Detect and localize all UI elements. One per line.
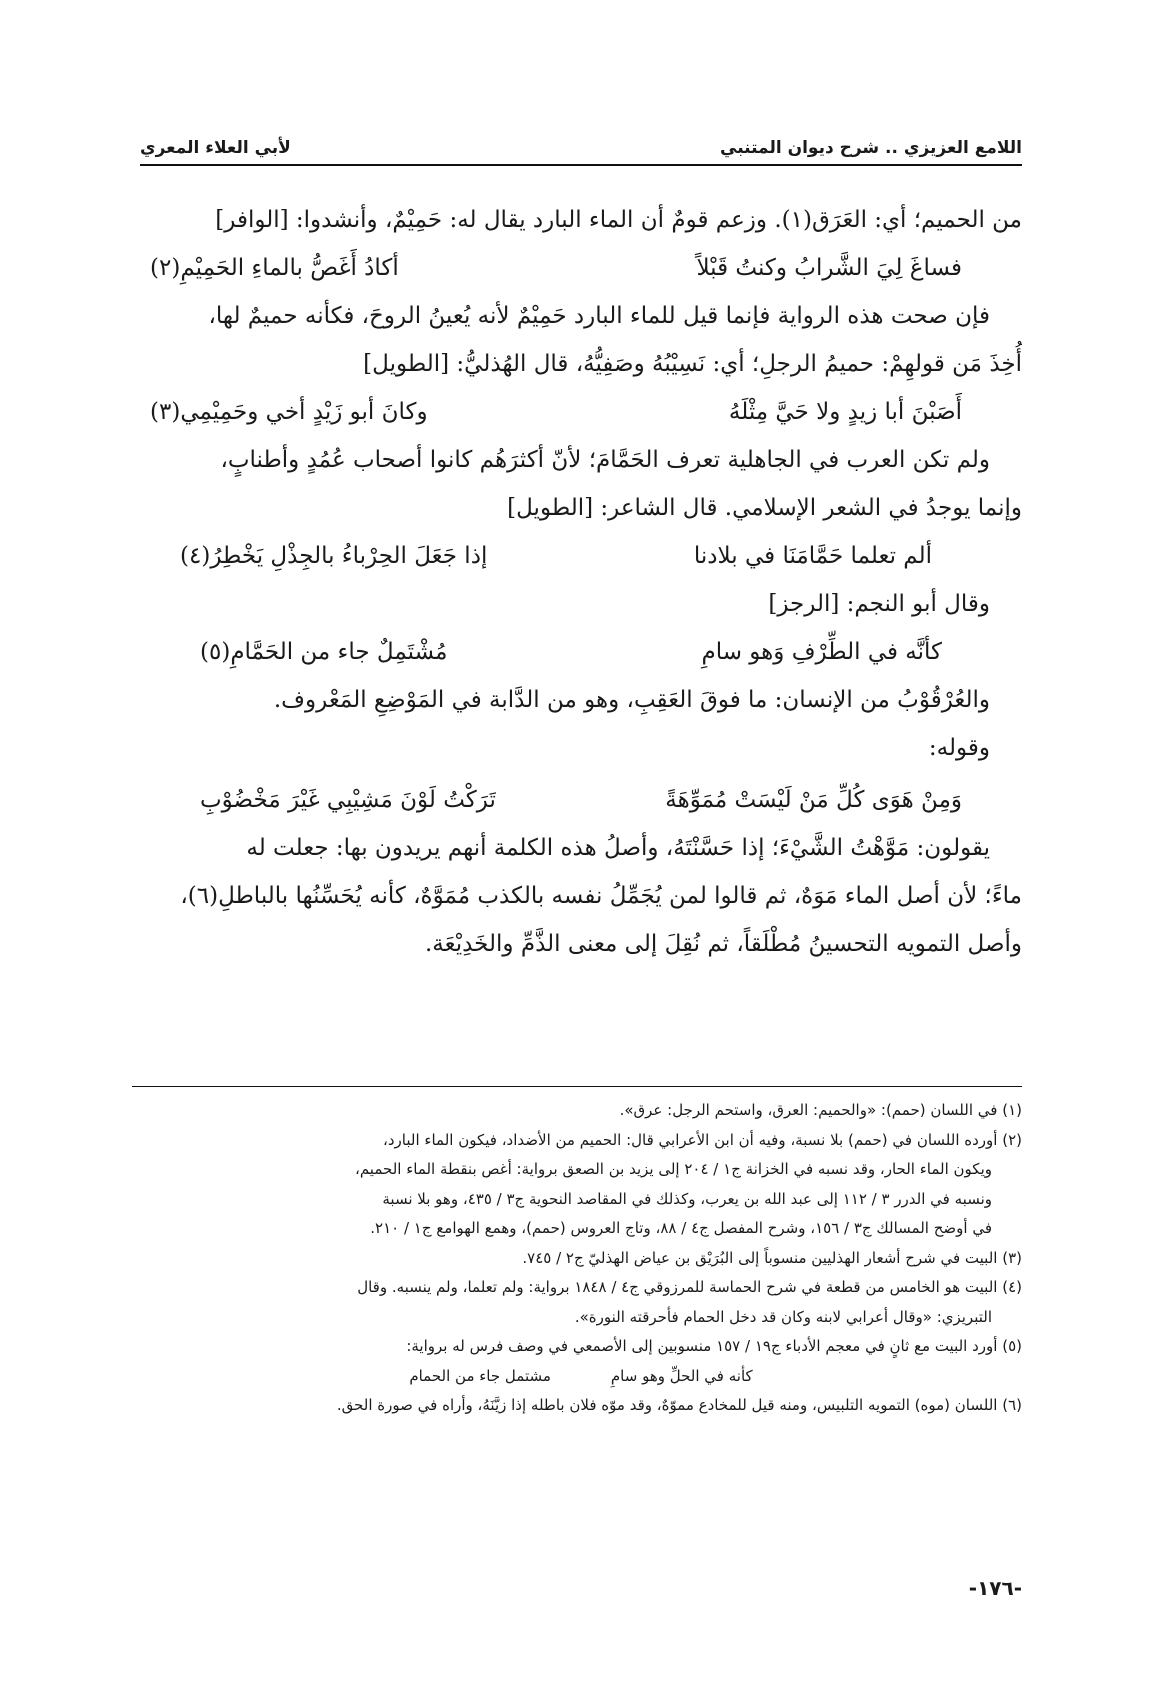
footnote: (٢) أورده اللسان في (حمم) بلا نسبة، وفيه أن ابن الأعرابي قال: الحميم من الأضداد، فيكون الماء البارد، bbox=[383, 1130, 1022, 1149]
paragraph: والعُرْقُوْبُ من الإنسان: ما فوقَ العَقِبِ، وهو من الدَّابة في المَوْضِعِ المَعْروف. bbox=[273, 687, 990, 713]
paragraph: أُخِذَ مَن قولهِمْ: حميمُ الرجلِ؛ أي: نَسِيْبُهُ وصَفِيُّهُ، قال الهُذليُّ: [الطويل] bbox=[363, 351, 1022, 377]
verse-second-hemistich: تَرَكْتُ لَوْنَ مَشِيْبِي غَيْرَ مَخْضُوْبِ bbox=[200, 787, 496, 813]
footnote-rule bbox=[132, 1086, 1022, 1087]
verse-first-hemistich: وَمِنْ هَوَى كُلِّ مَنْ لَيْسَتْ مُمَوِّهَةً bbox=[665, 787, 962, 813]
running-header bbox=[140, 118, 1022, 158]
paragraph: وأصل التمويه التحسينُ مُطْلَقاً، ثم نُقِلَ إلى معنى الذَّمِّ والخَدِيْعَة. bbox=[424, 931, 1022, 957]
verse-line bbox=[140, 776, 1022, 824]
paragraph: وقوله: bbox=[928, 735, 990, 761]
verse-second-hemistich: أكادُ أَغَصُّ بالماءِ الحَمِيْمِ(٢) bbox=[150, 255, 399, 281]
paragraph: وإنما يوجدُ في الشعر الإسلامي. قال الشاعر: [الطويل] bbox=[507, 495, 1022, 521]
paragraph: يقولون: مَوَّهْتُ الشَّيْءَ؛ إذا حَسَّنْتَهُ، وأصلُ هذه الكلمة أنهم يريدون بها: جعلت له bbox=[246, 835, 990, 861]
verse-line bbox=[140, 244, 1022, 292]
footnote: (٤) البيت هو الخامس من قطعة في شرح الحماسة للمرزوقي ج٤ / ١٨٤٨ برواية: ولم تعلما، ولم ينسبه. وقال bbox=[357, 1278, 1022, 1296]
verse-first-hemistich: كأنه في الحلِّ وهو سامِ bbox=[610, 1366, 753, 1385]
paragraph: من الحميم؛ أي: العَرَق(١). وزعم قومٌ أن الماء البارد يقال له: حَمِيْمٌ، وأنشدوا: [الوافر] bbox=[215, 207, 1022, 233]
verse-second-hemistich: مُشْتَمِلٌ جاء من الحَمَّامِ(٥) bbox=[200, 639, 448, 665]
paragraph: وقال أبو النجم: [الرجز] bbox=[768, 591, 990, 617]
main-text bbox=[140, 196, 1022, 968]
paragraph: ماءً؛ لأن أصل الماء مَوَهٌ، ثم قالوا لمن يُجَمِّلُ نفسه بالكذب مُمَوَّهٌ، كأنه يُحَسِّنُها بالباطلِ(٦)، bbox=[180, 883, 1022, 909]
verse-first-hemistich: كأنَّه في الطِّرْفِ وَهو سامِ bbox=[701, 639, 942, 665]
footnote: (١) في اللسان (حمم): «والحميم: العرق، واستحم الرجل: عرق». bbox=[619, 1101, 1022, 1119]
footnotes bbox=[140, 1096, 1022, 1421]
footnote-verse bbox=[140, 1362, 1022, 1392]
footnote-continuation: ويكون الماء الحار، وقد نسبه في الخزانة ج١ / ٢٠٤ إلى يزيد بن الصعق برواية: أغص بنقطة الماء الحميم، bbox=[354, 1160, 992, 1178]
verse-second-hemistich: مشتمل جاء من الحمام bbox=[409, 1366, 551, 1385]
footnote-continuation: في أوضح المسالك ج٣ / ١٥٦، وشرح المفصل ج٤ / ٨٨، وتاج العروس (حمم)، وهمع الهوامع ج١ / ٢١٠. bbox=[370, 1219, 992, 1237]
verse-first-hemistich: فساغَ لِيَ الشَّرابُ وكنتُ قَبْلاً bbox=[696, 255, 962, 281]
paragraph: ولم تكن العرب في الجاهلية تعرف الحَمَّامَ؛ لأنّ أكثرَهُم كانوا أصحاب عُمُدٍ وأطنابٍ، bbox=[220, 447, 990, 473]
page-number: -١٧٦- bbox=[968, 1576, 1022, 1600]
footnote: (٥) أورد البيت مع ثانٍ في معجم الأدباء ج١٩ / ١٥٧ منسوبين إلى الأصمعي في وصف فرس له برواية: bbox=[406, 1337, 1022, 1355]
footnote: (٣) البيت في شرح أشعار الهذليين منسوباً إلى البُرَيْق بن عياض الهذليّ ج٢ / ٧٤٥. bbox=[522, 1248, 1022, 1267]
header-rule bbox=[140, 164, 1022, 166]
verse-second-hemistich: إذا جَعَلَ الحِرْباءُ بالجِذْلِ يَخْطِرُ(٤) bbox=[180, 543, 488, 569]
footnote: (٦) اللسان (موه) التمويه التلبيس، ومنه قيل للمخادع مموّهٌ، وقد موّه فلان باطله إذا زيَّنَهُ، وأراه في صورة الحق. bbox=[336, 1396, 1022, 1414]
verse-line bbox=[140, 532, 1022, 580]
header-author: لأبي العلاء المعري bbox=[140, 138, 291, 158]
verse-first-hemistich: أَصَبْنَ أبا زيدٍ ولا حَيَّ مِثْلَهُ bbox=[728, 399, 962, 425]
verse-second-hemistich: وكانَ أبو زَيْدٍ أخي وحَمِيْمِي(٣) bbox=[150, 399, 428, 425]
verse-line bbox=[140, 628, 1022, 676]
header-book-title: اللامع العزيزي .. شرح ديوان المتنبي bbox=[720, 138, 1022, 158]
footnote-continuation: ونسبه في الدرر ٣ / ١١٢ إلى عبد الله بن يعرب، وكذلك في المقاصد النحوية ج٣ / ٤٣٥، وهو بلا نسبة bbox=[382, 1189, 992, 1208]
verse-line bbox=[140, 388, 1022, 436]
footnote-continuation: التبريزي: «وقال أعرابي لابنه وكان قد دخل الحمام فأحرقته النورة». bbox=[574, 1307, 992, 1326]
verse-first-hemistich: ألم تعلما حَمَّامَنَا في بلادنا bbox=[693, 543, 932, 569]
paragraph: فإن صحت هذه الرواية فإنما قيل للماء البارد حَمِيْمٌ لأنه يُعينُ الروحَ، فكأنه حميمٌ لها، bbox=[208, 303, 990, 329]
